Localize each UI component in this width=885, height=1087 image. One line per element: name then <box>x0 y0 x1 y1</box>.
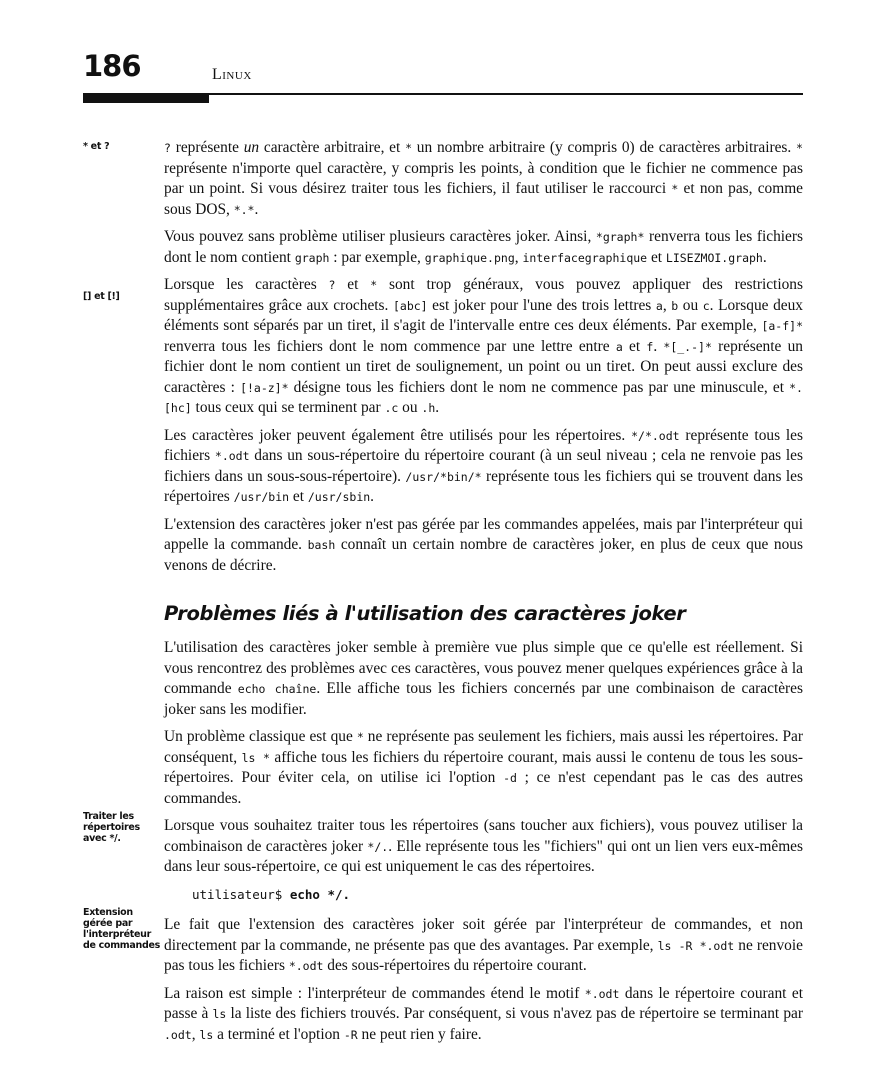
inline-code: *.odt <box>584 986 620 1001</box>
inline-code: *.odt <box>288 959 324 973</box>
inline-code: c <box>702 298 710 313</box>
inline-code: * <box>356 730 364 744</box>
inline-code: /usr/*bin/* <box>405 469 482 484</box>
inline-code: ? <box>164 141 171 155</box>
inline-code: */*.odt <box>631 428 680 443</box>
paragraph <box>164 227 803 268</box>
inline-code: ls * <box>241 750 270 765</box>
inline-code: * <box>796 141 803 155</box>
text-run: ; ce n'est cependant pas le cas des autres commandes. <box>164 769 803 807</box>
inline-code: -R <box>343 1027 358 1042</box>
paragraph <box>164 816 803 878</box>
paragraph <box>164 727 803 809</box>
text-run: désigne tous les fichiers dont le nom ne commence pas par une minuscule, et <box>288 378 790 396</box>
text-run: ou <box>398 399 422 416</box>
inline-code: LISEZMOI.graph <box>665 250 763 265</box>
text-run: ou <box>678 296 703 314</box>
paragraph <box>164 984 803 1046</box>
text-run: L'utilisation des caractères joker semble à première vue plus simple que ce qu'elle est réellement. Si vous rencontrez des problèmes avec ces caractères, vous pouvez mener quelques expériences grâce à la commande <box>164 639 803 697</box>
emphasis: un <box>243 139 260 156</box>
inline-code: [!a-z]* <box>240 380 289 395</box>
inline-code: .h <box>421 401 436 415</box>
text-run: et <box>622 337 647 355</box>
text-run: dans le répertoire courant et passe à <box>164 984 804 1022</box>
text-run: . Lorsque deux éléments sont séparés par un tiret, il s'agit de l'intervalle entre ces deux éléments. Par exemple, <box>164 296 803 334</box>
text-run: ne peut rien y faire. <box>357 1025 482 1043</box>
inline-code: b <box>671 298 679 313</box>
text-run: . <box>370 488 375 505</box>
code-example <box>164 885 803 906</box>
text-run: représente tous les fichiers qui se trouvent dans les répertoires <box>164 467 803 505</box>
text-run: L'extension des caractères joker n'est pas gérée par les commandes appelées, mais par l'interpréteur qui appelle la commande. <box>164 515 803 553</box>
inline-code: [abc] <box>392 298 428 313</box>
paragraph <box>164 138 803 220</box>
text-run: caractère arbitraire, et <box>259 139 406 156</box>
inline-code: * <box>671 182 679 196</box>
inline-code: graph <box>294 250 330 265</box>
inline-code: echo chaîne <box>237 682 317 696</box>
text-run: des sous-répertoires du répertoire courant. <box>323 957 587 974</box>
inline-code: ls <box>199 1027 214 1042</box>
inline-code: graphique.png <box>424 250 515 265</box>
inline-code: .odt <box>164 1027 192 1042</box>
section-heading: Problèmes liés à l'utilisation des caractères joker <box>164 602 686 625</box>
header-rule-tab <box>83 95 209 103</box>
text-run: et <box>289 488 308 505</box>
text-run: sont trop généraux, vous pouvez appliquer des restrictions supplémentaires grâce aux crochets. <box>164 276 803 314</box>
code-prompt: utilisateur$ <box>192 886 290 902</box>
text-run: renverra tous les fichiers dont le nom contient <box>164 228 803 266</box>
inline-code: .c <box>384 401 399 415</box>
text-run: . <box>254 200 259 218</box>
text-run: connaît un certain nombre de caractères joker, en plus de ceux que nous venons de décrire. <box>164 536 803 574</box>
text-run: Le fait que l'extension des caractères joker soit gérée par l'interpréteur de commandes, et non directement par la commande, ne présente pas que des avantages. Par exemple, <box>164 916 803 954</box>
text-run: ne représente pas seulement les fichiers, mais aussi les répertoires. Par conséquent, <box>164 728 803 766</box>
text-run: et non pas, comme sous DOS, <box>164 180 804 218</box>
paragraph <box>164 426 803 508</box>
text-run: . <box>653 337 664 355</box>
text-run: tous ceux qui se terminent par <box>191 399 385 416</box>
text-run: dans un sous-répertoire du répertoire courant (à un seul niveau ; cela ne renvoie pas les fichiers dans un sous-sous-répertoire). <box>164 447 803 485</box>
inline-code: */. <box>367 839 389 854</box>
paragraph <box>164 915 803 977</box>
text-run: un nombre arbitraire (y compris 0) de caractères arbitraires. <box>412 139 797 156</box>
inline-code: f <box>646 339 654 354</box>
text-run: : par exemple, <box>329 248 425 266</box>
text-run: Lorsque vous souhaitez traiter tous les répertoires (sans toucher aux fichiers), vous pouvez utiliser la combinaison de caractères joker <box>164 817 803 855</box>
text-run: représente <box>170 139 244 156</box>
text-run: . Elle représente tous les "fichiers" qui ont un lien vers eux-mêmes dans leur sous-répertoire, ce qui est uniquement le cas des répertoires. <box>164 837 803 875</box>
text-run: est joker pour l'une des trois lettres <box>427 296 656 314</box>
inline-code: bash <box>307 538 336 552</box>
text-run: Un problème classique est que <box>164 728 357 745</box>
inline-code: [a-f]* <box>761 319 803 333</box>
inline-code: *.odt <box>214 449 250 463</box>
text-run: et <box>647 248 666 266</box>
text-run: , <box>514 248 523 266</box>
code-command: echo */. <box>289 886 351 902</box>
inline-code: *.* <box>233 202 255 217</box>
text-run: représente tous les fichiers <box>164 426 803 464</box>
page-number: 186 <box>83 49 141 83</box>
inline-code: /usr/sbin <box>307 490 371 504</box>
text-run: Lorsque les caractères <box>164 276 329 293</box>
text-run: renverra tous les fichiers dont le nom commence par une lettre entre <box>164 337 616 355</box>
text-run: . <box>435 399 440 416</box>
text-run: Les caractères joker peuvent également être utilisés pour les répertoires. <box>164 426 632 444</box>
inline-code: *.[hc] <box>164 380 803 415</box>
text-run: la liste des fichiers trouvés. Par conséquent, si vous n'avez pas de répertoire se terminant par <box>226 1005 803 1022</box>
text-run: La raison est simple : l'interpréteur de commandes étend le motif <box>164 984 585 1002</box>
inline-code: a <box>615 339 623 354</box>
inline-code: ls <box>212 1007 227 1021</box>
inline-code: *graph* <box>595 230 645 244</box>
text-run: Vous pouvez sans problème utiliser plusieurs caractères joker. Ainsi, <box>164 228 596 245</box>
text-run: . Elle affiche tous les fichiers concernés par une combinaison de caractères joker sans les modifier. <box>164 680 803 718</box>
paragraph <box>164 638 803 720</box>
inline-code: ls -R *.odt <box>657 938 735 953</box>
margin-note-dirs: Traiter les répertoires avec */. <box>83 811 140 844</box>
text-run: a terminé et l'option <box>213 1025 344 1043</box>
running-header: Linux <box>212 66 252 83</box>
inline-code: * <box>405 141 413 155</box>
text-run: , <box>191 1025 200 1043</box>
paragraph <box>164 275 803 419</box>
inline-code: * <box>370 278 378 292</box>
inline-code: /usr/bin <box>233 490 290 504</box>
text-run: représente un fichier dont le nom contient un tiret de soulignement, un point ou un tiret. On peut aussi exclure des caractères : <box>164 337 803 396</box>
inline-code: interfacegraphique <box>522 250 648 265</box>
text-run: et <box>335 276 371 293</box>
inline-code: -d <box>503 771 517 785</box>
paragraph <box>164 515 803 577</box>
text-run: affiche tous les fichiers du répertoire courant, mais aussi le contenu de tous les sous-répertoires. Pour éviter cela, on utilise ici l'option <box>164 748 803 786</box>
inline-code: *[_.-]* <box>663 339 712 354</box>
inline-code: ? <box>328 278 336 292</box>
margin-note-expansion: Extension gérée par l'interpréteur de commandes <box>83 907 160 951</box>
text-run: ne renvoie pas tous les fichiers <box>164 936 803 974</box>
margin-note-brackets: [] et [!] <box>83 291 120 302</box>
text-run: représente n'importe quel caractère, y compris les points, à condition que le fichier ne commence pas par un point. Si vous désirez traiter tous les fichiers, il faut utiliser le raccourci <box>164 159 803 197</box>
inline-code: a <box>655 298 663 313</box>
margin-note-wildcards: * et ? <box>83 141 110 152</box>
text-run: . <box>762 248 767 266</box>
text-run: , <box>662 296 672 314</box>
